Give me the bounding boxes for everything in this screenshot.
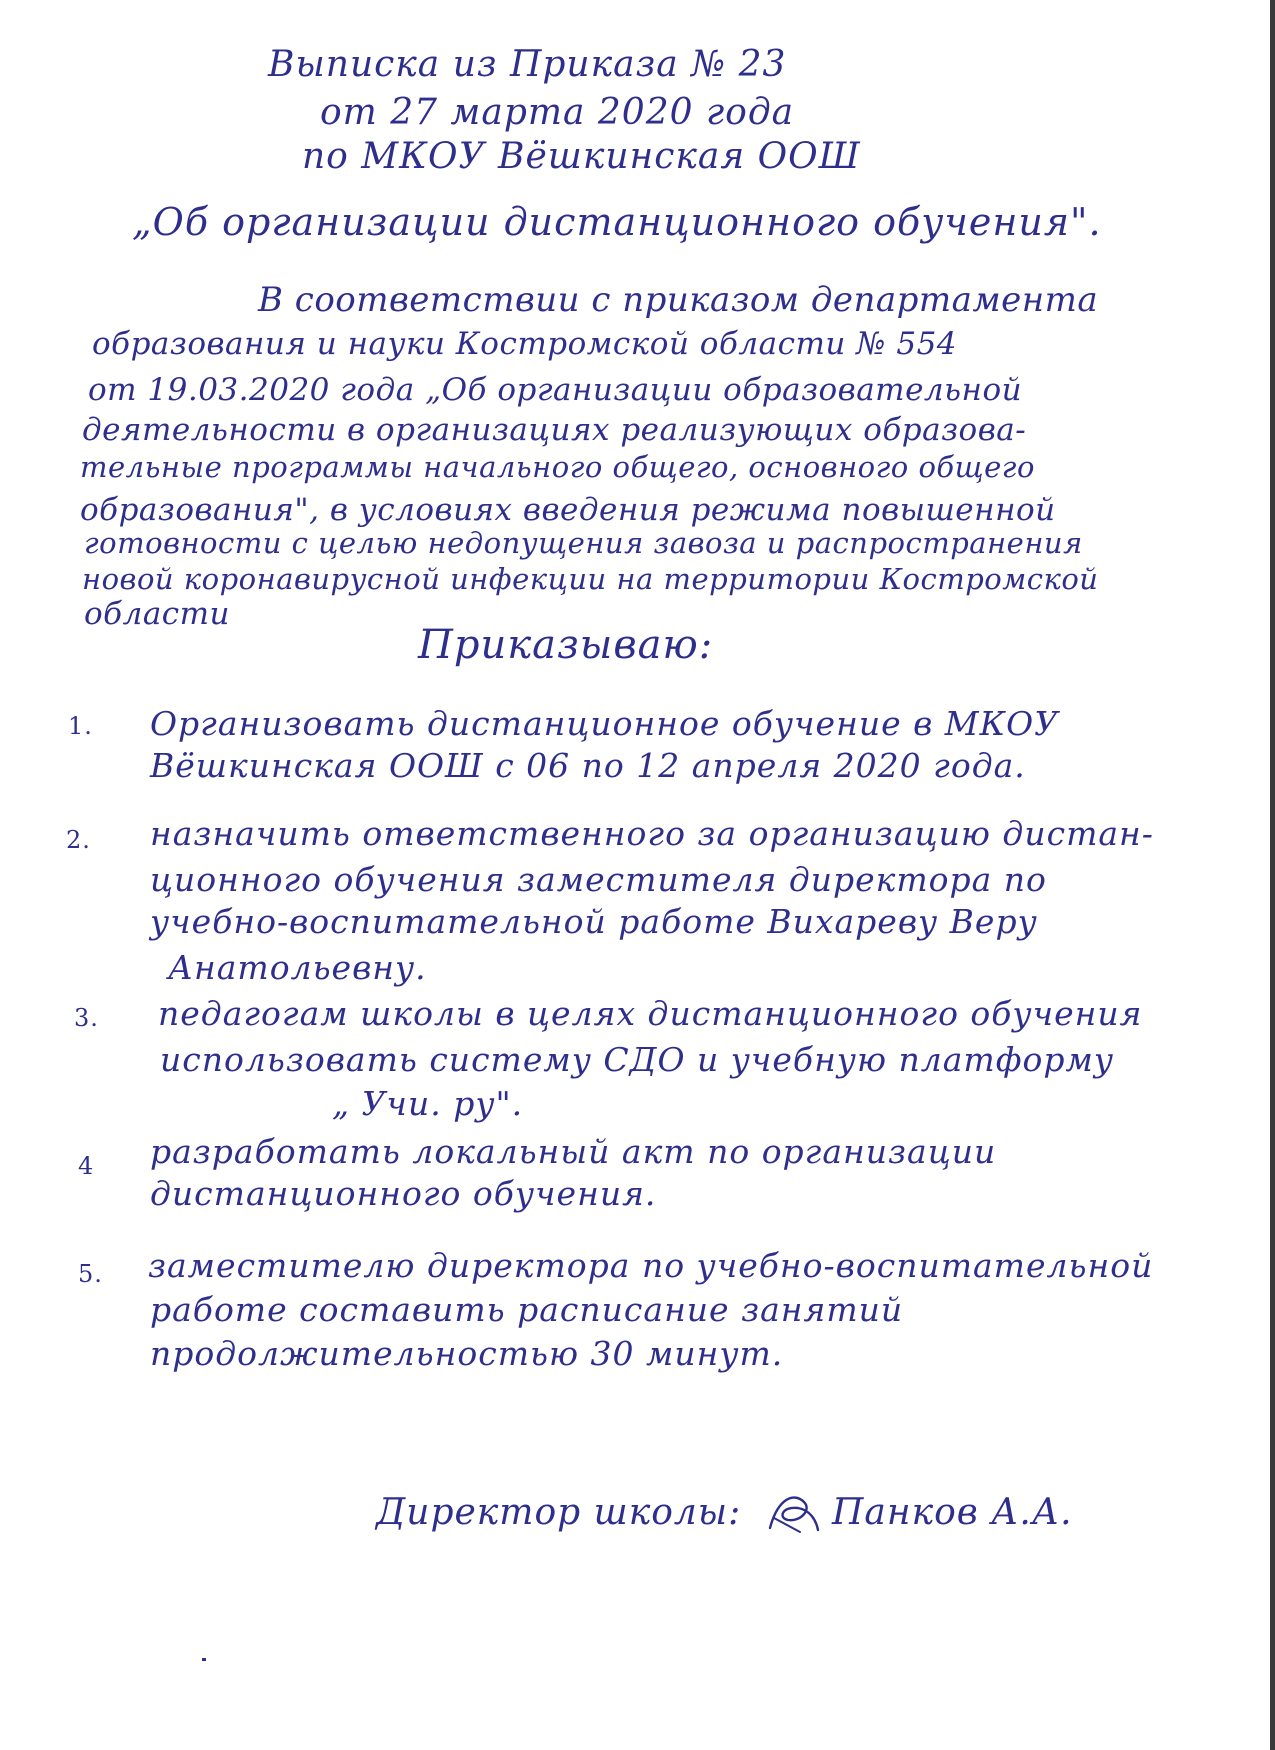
ink-dot — [202, 1658, 206, 1661]
header-line-2: от 27 марта 2020 года — [320, 92, 795, 133]
preamble-line-8: новой коронавирусной инфекции на территории Костромской — [82, 562, 1099, 596]
item-2-line-1: назначить ответственного за организацию дистан- — [150, 814, 1154, 853]
item-2-line-2: ционного обучения заместителя директора по — [150, 860, 1047, 899]
preamble-line-1: В соответствии с приказом департамента — [258, 280, 1099, 320]
header-line-1: Выписка из Приказа № 23 — [268, 44, 787, 85]
preamble-line-7: готовности с целью недопущения завоза и распространения — [84, 526, 1083, 560]
preamble-line-5: тельные программы начального общего, основного общего — [80, 450, 1035, 484]
preamble-line-2: образования и науки Костромской области № 554 — [92, 326, 958, 362]
handwritten-signature-mark — [760, 1488, 824, 1538]
signature-name: Панков А.А. — [832, 1492, 1073, 1533]
header-line-3: по МКОУ Вёшкинская ООШ — [302, 136, 861, 177]
item-number-3: 3. — [74, 1004, 99, 1032]
item-1-line-1: Организовать дистанционное обучение в МКОУ — [150, 704, 1060, 743]
item-number-1: 1. — [68, 712, 93, 740]
item-number-4: 4 — [78, 1152, 95, 1180]
item-5-line-2: работе составить расписание занятий — [150, 1290, 904, 1329]
signature-position: Директор школы: — [376, 1492, 742, 1533]
item-5-line-3: продолжительностью 30 минут. — [150, 1334, 784, 1373]
order-heading: Приказываю: — [418, 622, 714, 668]
item-2-line-4: Анатольевну. — [168, 948, 427, 987]
preamble-line-6: образования", в условиях введения режима повышенной — [80, 492, 1056, 528]
item-1-line-2: Вёшкинская ООШ с 06 по 12 апреля 2020 года. — [150, 746, 1026, 785]
item-number-2: 2. — [66, 826, 91, 854]
item-3-line-2: использовать систему СДО и учебную платформу — [160, 1040, 1115, 1079]
item-3-line-1: педагогам школы в целях дистанционного обучения — [158, 994, 1143, 1033]
item-5-line-1: заместителю директора по учебно-воспитательной — [148, 1246, 1154, 1285]
item-3-line-3: „ Учи. ру". — [332, 1084, 524, 1123]
item-2-line-3: учебно-воспитательной работе Вихареву Веру — [150, 902, 1038, 941]
item-4-line-1: разработать локальный акт по организации — [150, 1132, 997, 1171]
preamble-line-9: области — [84, 596, 231, 632]
preamble-line-4: деятельности в организациях реализующих образова- — [82, 412, 1027, 448]
scan-edge — [1270, 0, 1275, 1750]
item-4-line-2: дистанционного обучения. — [150, 1174, 657, 1213]
item-number-5: 5. — [78, 1260, 103, 1288]
document-title: „Об организации дистанционного обучения". — [132, 200, 1102, 244]
preamble-line-3: от 19.03.2020 года „Об организации образовательной — [88, 372, 1023, 408]
